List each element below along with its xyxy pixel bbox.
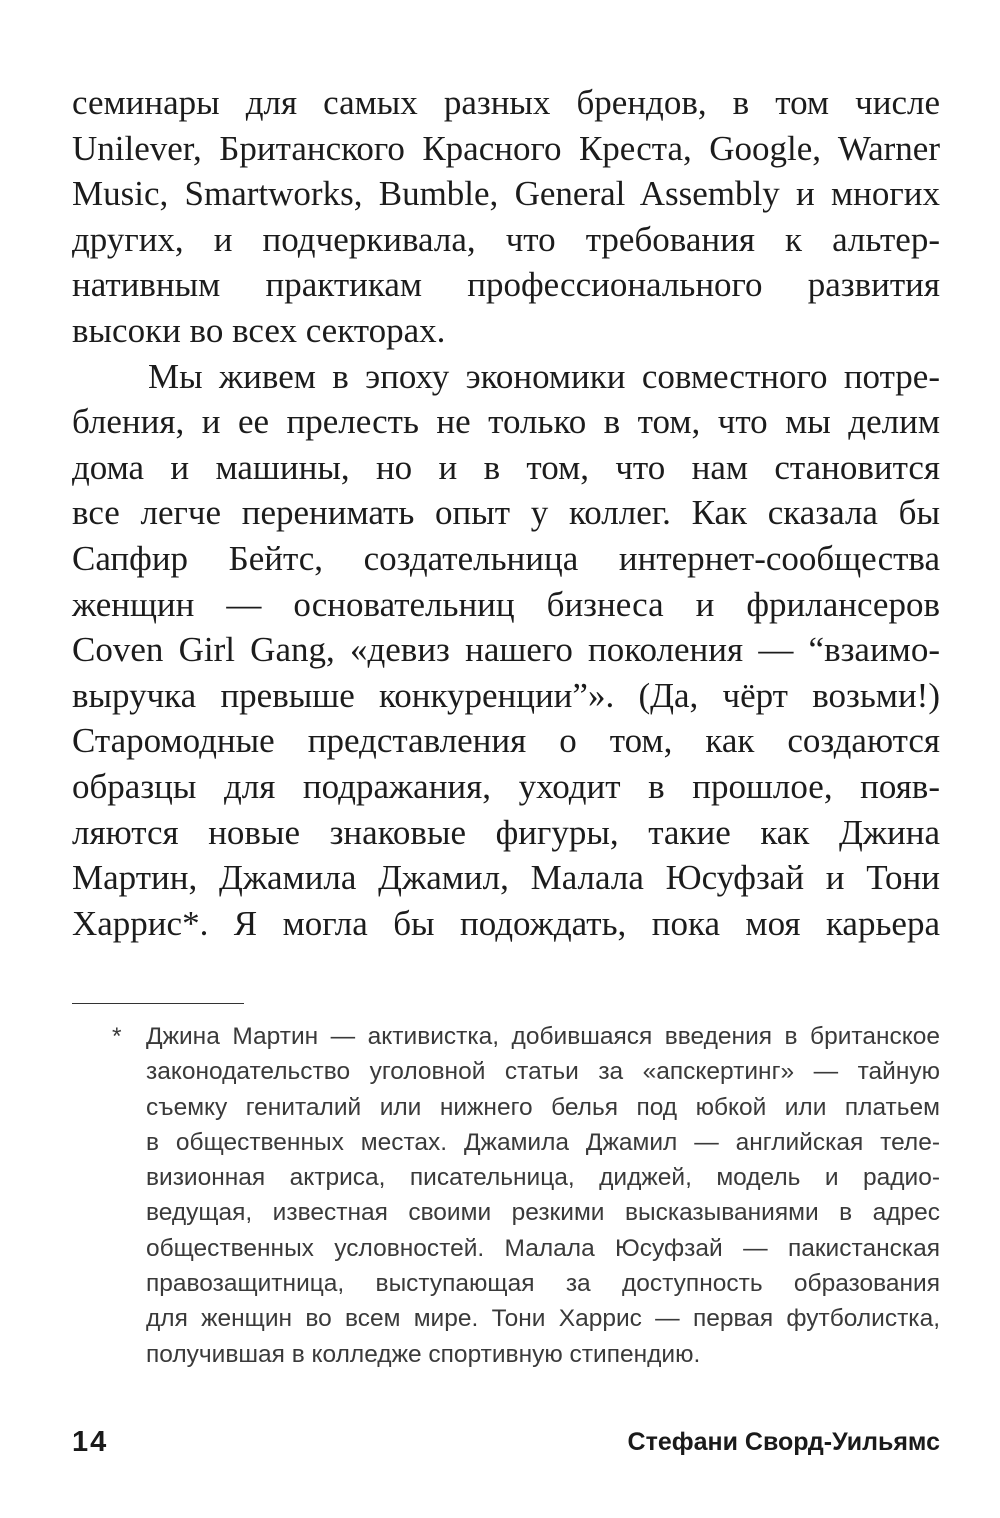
text-line: Unilever, Британского Красного Креста, Google, Warner — [72, 128, 940, 168]
text-line: семинары для самых разных брендов, в том числе — [72, 83, 940, 122]
text-line: Сапфир Бейтс, создательница интернет-сообщества — [72, 538, 940, 578]
text-line: выручка превыше конкуренции”». (Да, чёрт возьми!) — [72, 675, 940, 715]
body-text — [72, 80, 940, 946]
footnote-line: ведущая, известная своими резкими высказываниями в адрес — [146, 1199, 940, 1227]
footnote-line: общественных условностей. Малала Юсуфзай — пакистанская — [146, 1234, 940, 1262]
page-number: 14 — [72, 1426, 109, 1458]
paragraph-1 — [72, 80, 940, 354]
footnote-line: визионная актриса, писательница, диджей, модель и радио- — [146, 1164, 940, 1192]
footnote-marker: * — [112, 1023, 122, 1050]
text-line: Music, Smartworks, Bumble, General Assembly и многих — [72, 174, 940, 214]
text-line: Харрис*. Я могла бы подождать, пока моя карьера — [72, 903, 940, 943]
footnote-line: получившая в колледже спортивную стипендию. — [146, 1340, 701, 1368]
text-line: других, и подчеркивала, что требования к альтер- — [72, 219, 940, 259]
footnote-line: в общественных местах. Джамила Джамил — английская теле- — [146, 1128, 940, 1156]
footnote-divider — [72, 1003, 244, 1004]
text-line: дома и машины, но и в том, что нам становится — [72, 447, 940, 487]
paragraph-2 — [72, 354, 940, 947]
text-line: бления, и ее прелесть не только в том, что мы делим — [72, 402, 940, 442]
running-head-author: Стефани Сворд-Уильямс — [627, 1428, 940, 1456]
text-line: высоки во всех секторах. — [72, 310, 446, 350]
page-footer — [72, 1426, 940, 1466]
text-line: женщин — основательниц бизнеса и фрилансеров — [72, 584, 940, 624]
text-line: нативным практикам профессионального развития — [72, 265, 940, 305]
footnote-line: законодательство уголовной статьи за «апскертинг» — тайную — [146, 1058, 940, 1086]
footnote-line: правозащитница, выступающая за доступность образования — [146, 1270, 940, 1298]
text-line: Мы живем в эпоху экономики совместного потре- — [148, 356, 940, 396]
text-line: ляются новые знаковые фигуры, такие как Джина — [72, 812, 940, 852]
footnote-text — [146, 1019, 940, 1372]
footnote-line: для женщин во всем мире. Тони Харрис — первая футболистка, — [146, 1305, 940, 1333]
text-line: Coven Girl Gang, «девиз нашего поколения — “взаимо- — [72, 630, 940, 670]
footnote-line: Джина Мартин — активистка, добившаяся введения в британское — [146, 1023, 940, 1050]
text-line: все легче перенимать опыт у коллег. Как сказала бы — [72, 493, 940, 533]
text-line: Мартин, Джамила Джамил, Малала Юсуфзай и Тони — [72, 858, 940, 898]
text-line: образцы для подражания, уходит в прошлое, появ- — [72, 766, 940, 806]
text-line: Старомодные представления о том, как создаются — [72, 721, 940, 761]
footnote-line: съемку гениталий или нижнего белья под юбкой или платьем — [146, 1093, 940, 1121]
